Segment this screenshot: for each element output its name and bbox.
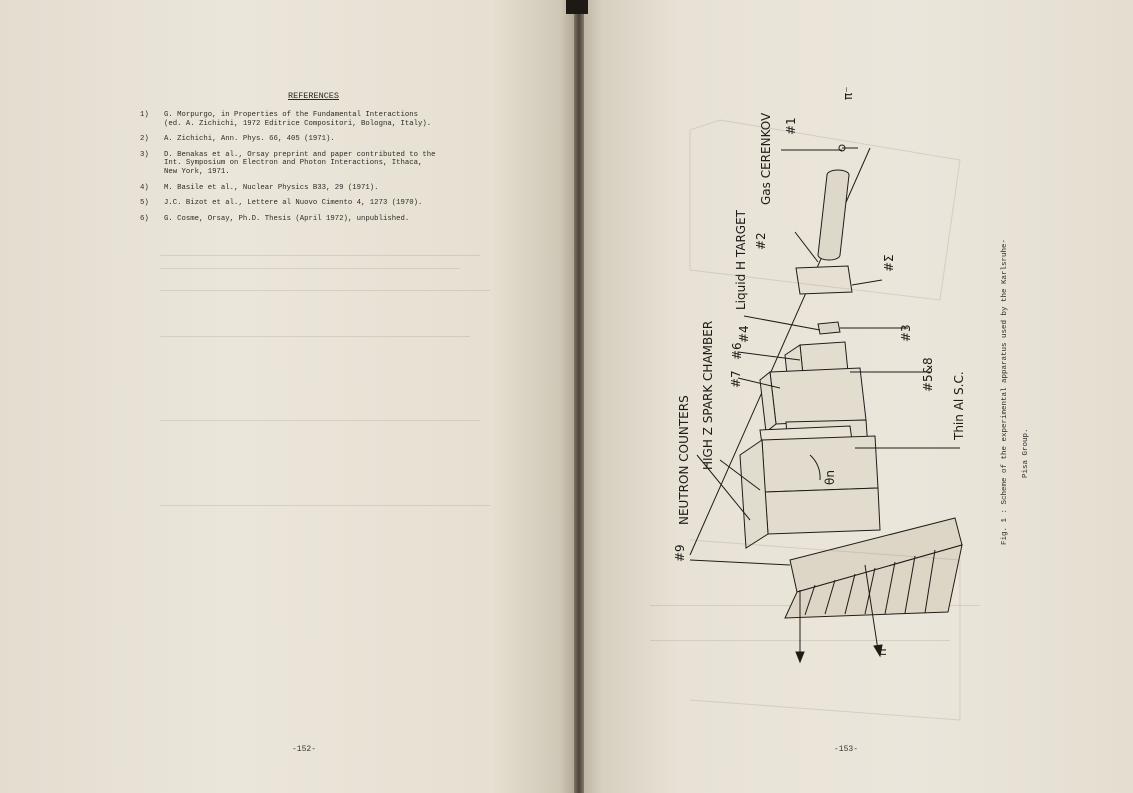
- label-liquid-h-target: Liquid H TARGET: [734, 209, 748, 310]
- label-high-z-spark-chamber: HIGH Z SPARK CHAMBER: [701, 320, 715, 470]
- figure-caption-line-1: Fig. 1 : Scheme of the experimental apparatus used by the Karlsruhe-: [1001, 238, 1009, 545]
- reference-number: 4): [140, 183, 149, 192]
- label-counter-3: #3: [899, 324, 913, 342]
- figure-caption-line-2: Pisa Group.: [1022, 428, 1030, 478]
- leader-4: [744, 316, 820, 330]
- gas-cerenkov-cylinder: [818, 170, 849, 260]
- reference-text: M. Basile et al., Nuclear Physics B33, 29 (1971).: [164, 183, 379, 192]
- label-counter-58: #5&8: [921, 357, 935, 392]
- reference-number: 6): [140, 214, 149, 223]
- label-sigma: #Σ: [882, 254, 896, 272]
- reference-text: G. Cosme, Orsay, Ph.D. Thesis (April 1972), unpublished.: [164, 214, 410, 223]
- leader-2: [795, 232, 818, 262]
- reference-number: 1): [140, 111, 149, 119]
- reference-text: G. Morpurgo, in Properties of the Fundamental Interactions (ed. A. Zichichi, 1972 Editrice Compositori, Bologna, Italy).: [164, 111, 432, 128]
- label-neutron: n: [875, 648, 889, 656]
- label-pion: π⁻: [841, 86, 855, 100]
- left-page-number: -152-: [292, 745, 317, 754]
- reference-number: 5): [140, 199, 149, 208]
- label-counter-7: #7: [729, 370, 743, 388]
- label-thin-al-sc: Thin Al S.C.: [952, 371, 966, 440]
- label-counter-4: #4: [737, 325, 751, 343]
- reference-text: J.C. Bizot et al., Lettere al Nuovo Cimento 4, 1273 (1970).: [164, 199, 423, 208]
- label-counter-9: #9: [673, 544, 687, 562]
- reference-number: 2): [140, 135, 149, 144]
- leader-9: [690, 560, 790, 565]
- reference-text: A. Zichichi, Ann. Phys. 66, 405 (1971).: [164, 135, 335, 144]
- reference-text: D. Benakas et al., Orsay preprint and paper contributed to the Int. Symposium on Electron and Photon Interactions, Ithaca, New York, 1971.: [164, 150, 436, 176]
- reference-number: 3): [140, 150, 149, 159]
- neutron-counters: [785, 518, 962, 618]
- neutron-shield-block: [740, 436, 880, 548]
- references-heading: REFERENCES: [288, 91, 340, 101]
- label-counter-2: #2: [754, 232, 768, 250]
- leader-sigma: [852, 280, 882, 285]
- label-neutron-counters: NEUTRON COUNTERS: [677, 395, 691, 525]
- right-page-number: -153-: [834, 745, 859, 754]
- counter-3: [818, 322, 840, 334]
- label-counter-1: #1: [784, 117, 798, 135]
- label-gas-cerenkov: Gas CERENKOV: [759, 112, 773, 205]
- label-theta-n: θn: [823, 470, 837, 485]
- label-counter-6: #6: [730, 342, 744, 360]
- counter-2-plate: [796, 266, 852, 294]
